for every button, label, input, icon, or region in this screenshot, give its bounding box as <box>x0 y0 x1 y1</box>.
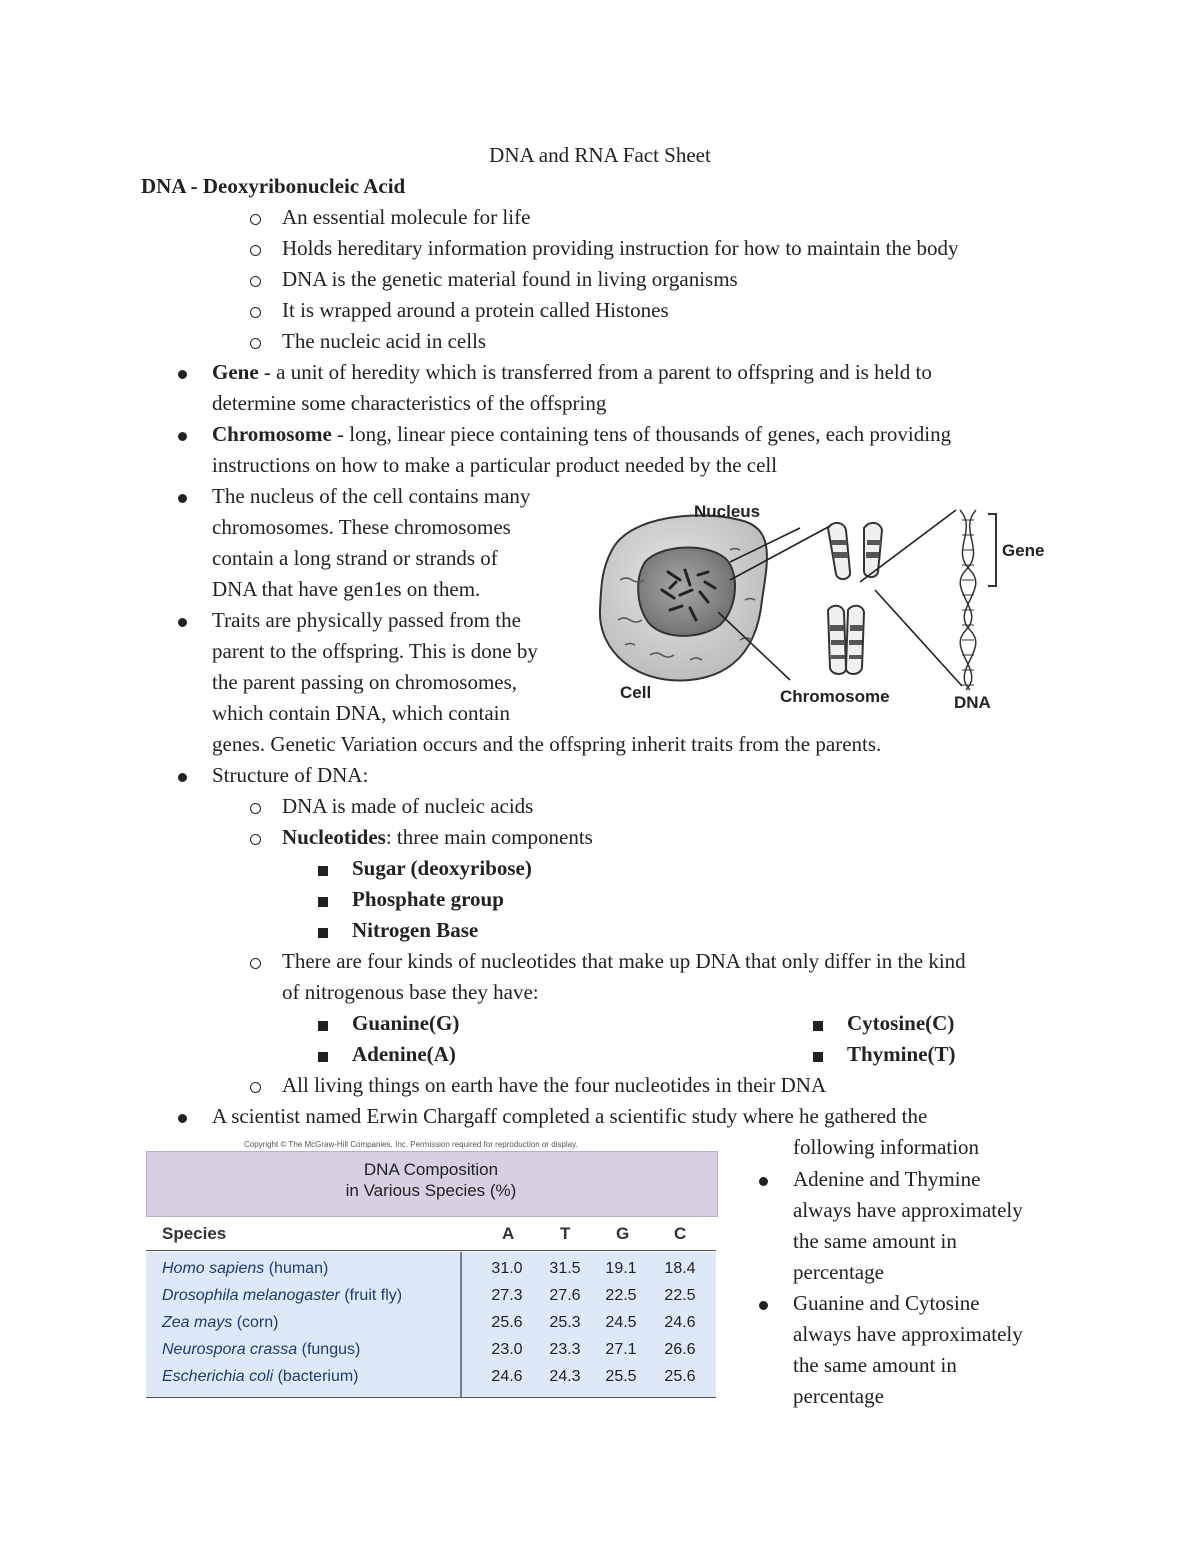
col-header-g: G <box>616 1224 630 1243</box>
table-row <box>146 1283 716 1310</box>
species-cell <box>162 1368 359 1386</box>
table-copyright: Copyright © The McGraw-Hill Companies, Inc. Permission required for reproduction or display. <box>244 1140 578 1149</box>
species-cell <box>162 1314 278 1332</box>
gene-term: Gene <box>212 360 259 384</box>
value-g: 24.5 <box>605 1314 637 1331</box>
species-common: (fungus) <box>297 1341 361 1358</box>
value-a: 27.3 <box>491 1287 523 1304</box>
value-t: 25.3 <box>549 1314 581 1331</box>
ring-bullet-icon <box>250 834 261 845</box>
dna-point: An essential molecule for life <box>282 205 531 229</box>
value-a: 31.0 <box>491 1260 523 1277</box>
dna-heading: DNA - Deoxyribonucleic Acid <box>141 174 406 198</box>
square-bullet-icon <box>318 897 328 907</box>
all-living-text: All living things on earth have the four nucleotides in their DNA <box>282 1073 827 1097</box>
dna-point: Holds hereditary information providing instruction for how to maintain the body <box>282 236 959 260</box>
value-g: 19.1 <box>605 1260 637 1277</box>
table-title-line2: in Various Species (%) <box>345 1181 517 1200</box>
species-scientific: Drosophila melanogaster <box>162 1287 340 1304</box>
square-bullet-icon <box>318 1052 328 1062</box>
square-bullet-icon <box>318 1021 328 1031</box>
ring-bullet-icon <box>250 245 261 256</box>
bullet-icon <box>759 1301 768 1310</box>
dna-point: DNA is the genetic material found in living organisms <box>282 267 738 291</box>
bullet-icon <box>178 618 187 627</box>
chargaff-line1: A scientist named Erwin Chargaff completed a scientific study where he gathered the <box>212 1104 928 1128</box>
value-c: 26.6 <box>664 1341 696 1358</box>
gene-text-line2: determine some characteristics of the offspring <box>212 391 607 415</box>
gene-bracket <box>988 514 996 586</box>
ring-bullet-icon <box>250 958 261 969</box>
nucleotides-term: Nucleotides <box>282 825 386 849</box>
species-cell <box>162 1341 360 1359</box>
square-bullet-icon <box>318 928 328 938</box>
gc-line: Guanine and Cytosine <box>793 1291 980 1315</box>
nucleus-label: Nucleus <box>694 502 761 521</box>
species-scientific: Zea mays <box>162 1314 233 1331</box>
table-row <box>146 1310 716 1337</box>
nucleotides-line <box>282 822 593 853</box>
chromosome-text-line2: instructions on how to make a particular product needed by the cell <box>212 453 778 477</box>
species-common: (human) <box>264 1260 329 1277</box>
traits-para-line: which contain DNA, which contain <box>212 701 511 725</box>
dna-composition-table <box>146 1140 718 1398</box>
species-scientific: Neurospora crassa <box>162 1341 298 1358</box>
cell-chromosome-dna-figure <box>590 490 1070 730</box>
bullet-icon <box>178 432 187 441</box>
value-g: 25.5 <box>605 1368 637 1385</box>
chromosome-definition <box>212 419 951 450</box>
component-item: Nitrogen Base <box>352 918 479 942</box>
value-t: 24.3 <box>549 1368 581 1385</box>
base-guanine: Guanine(G) <box>352 1011 460 1035</box>
cell-illustration <box>600 515 767 680</box>
gc-line: percentage <box>793 1384 884 1408</box>
at-line: percentage <box>793 1260 884 1284</box>
value-t: 27.6 <box>549 1287 581 1304</box>
chromosome-illustration <box>828 523 882 674</box>
col-header-species: Species <box>162 1224 227 1243</box>
square-bullet-icon <box>813 1052 823 1062</box>
species-common: (corn) <box>232 1314 279 1331</box>
dna-point: It is wrapped around a protein called Histones <box>282 298 669 322</box>
four-kinds-line2: of nitrogenous base they have: <box>282 980 539 1004</box>
ring-bullet-icon <box>250 307 261 318</box>
table-row <box>146 1364 716 1391</box>
table-body <box>146 1252 716 1398</box>
structure-heading: Structure of DNA: <box>212 763 369 787</box>
square-bullet-icon <box>813 1021 823 1031</box>
chromosome-term: Chromosome <box>212 422 332 446</box>
species-scientific: Homo sapiens <box>162 1260 265 1277</box>
value-t: 23.3 <box>549 1341 581 1358</box>
nucleus-para-line: The nucleus of the cell contains many <box>212 484 531 508</box>
bullet-icon <box>759 1177 768 1186</box>
traits-para-line: the parent passing on chromosomes, <box>212 670 518 694</box>
chromosome-label: Chromosome <box>780 687 890 706</box>
species-common: (fruit fly) <box>339 1287 403 1304</box>
traits-para-line: parent to the offspring. This is done by <box>212 639 538 663</box>
value-c: 22.5 <box>664 1287 696 1304</box>
col-header-t: T <box>560 1224 571 1243</box>
component-item: Sugar (deoxyribose) <box>352 856 532 880</box>
species-common: (bacterium) <box>273 1368 359 1385</box>
four-kinds-line1: There are four kinds of nucleotides that make up DNA that only differ in the kind <box>282 949 966 973</box>
gene-definition <box>212 357 932 388</box>
ring-bullet-icon <box>250 276 261 287</box>
value-c: 18.4 <box>664 1260 696 1277</box>
nucleus-para-line: chromosomes. These chromosomes <box>212 515 511 539</box>
gc-line: always have approximately <box>793 1322 1023 1346</box>
nucleus-para-line: contain a long strand or strands of <box>212 546 498 570</box>
chargaff-line2: following information <box>793 1135 980 1159</box>
value-c: 25.6 <box>664 1368 696 1385</box>
value-c: 24.6 <box>664 1314 696 1331</box>
ring-bullet-icon <box>250 1082 261 1093</box>
value-a: 25.6 <box>491 1314 523 1331</box>
bullet-icon <box>178 494 187 503</box>
value-g: 27.1 <box>605 1341 637 1358</box>
gene-label: Gene <box>1002 541 1045 560</box>
species-cell <box>162 1260 328 1278</box>
table-row <box>146 1337 716 1364</box>
nucleus-para-line: DNA that have gen1es on them. <box>212 577 481 601</box>
species-cell <box>162 1287 402 1305</box>
table-row <box>146 1256 716 1283</box>
species-scientific: Escherichia coli <box>162 1368 274 1385</box>
ring-bullet-icon <box>250 214 261 225</box>
value-a: 24.6 <box>491 1368 523 1385</box>
value-a: 23.0 <box>491 1341 523 1358</box>
gene-text: - a unit of heredity which is transferred from a parent to offspring and is held to <box>258 360 932 384</box>
dna-strand-illustration <box>960 510 976 690</box>
bullet-icon <box>178 370 187 379</box>
bullet-icon <box>178 773 187 782</box>
ring-bullet-icon <box>250 803 261 814</box>
component-item: Phosphate group <box>352 887 504 911</box>
at-line: always have approximately <box>793 1198 1023 1222</box>
table-column-headers <box>146 1218 716 1251</box>
traits-para-line: Traits are physically passed from the <box>212 608 521 632</box>
at-line: Adenine and Thymine <box>793 1167 981 1191</box>
made-of-text: DNA is made of nucleic acids <box>282 794 534 818</box>
base-thymine: Thymine(T) <box>847 1042 956 1066</box>
col-header-c: C <box>674 1224 687 1243</box>
base-cytosine: Cytosine(C) <box>847 1011 955 1035</box>
square-bullet-icon <box>318 866 328 876</box>
ring-bullet-icon <box>250 338 261 349</box>
gc-line: the same amount in <box>793 1353 957 1377</box>
cell-label: Cell <box>620 683 652 702</box>
chromosome-text: - long, linear piece containing tens of thousands of genes, each providing <box>331 422 952 446</box>
bullet-icon <box>178 1114 187 1123</box>
at-line: the same amount in <box>793 1229 957 1253</box>
base-adenine: Adenine(A) <box>352 1042 456 1066</box>
dna-point: The nucleic acid in cells <box>282 329 487 353</box>
page-title: DNA and RNA Fact Sheet <box>489 143 711 167</box>
col-header-a: A <box>502 1224 515 1243</box>
nucleotides-rest: : three main components <box>385 825 593 849</box>
dna-label: DNA <box>954 693 991 712</box>
traits-para-line: genes. Genetic Variation occurs and the offspring inherit traits from the parents. <box>212 732 882 756</box>
value-g: 22.5 <box>605 1287 637 1304</box>
table-title-line1: DNA Composition <box>363 1160 499 1179</box>
value-t: 31.5 <box>549 1260 581 1277</box>
